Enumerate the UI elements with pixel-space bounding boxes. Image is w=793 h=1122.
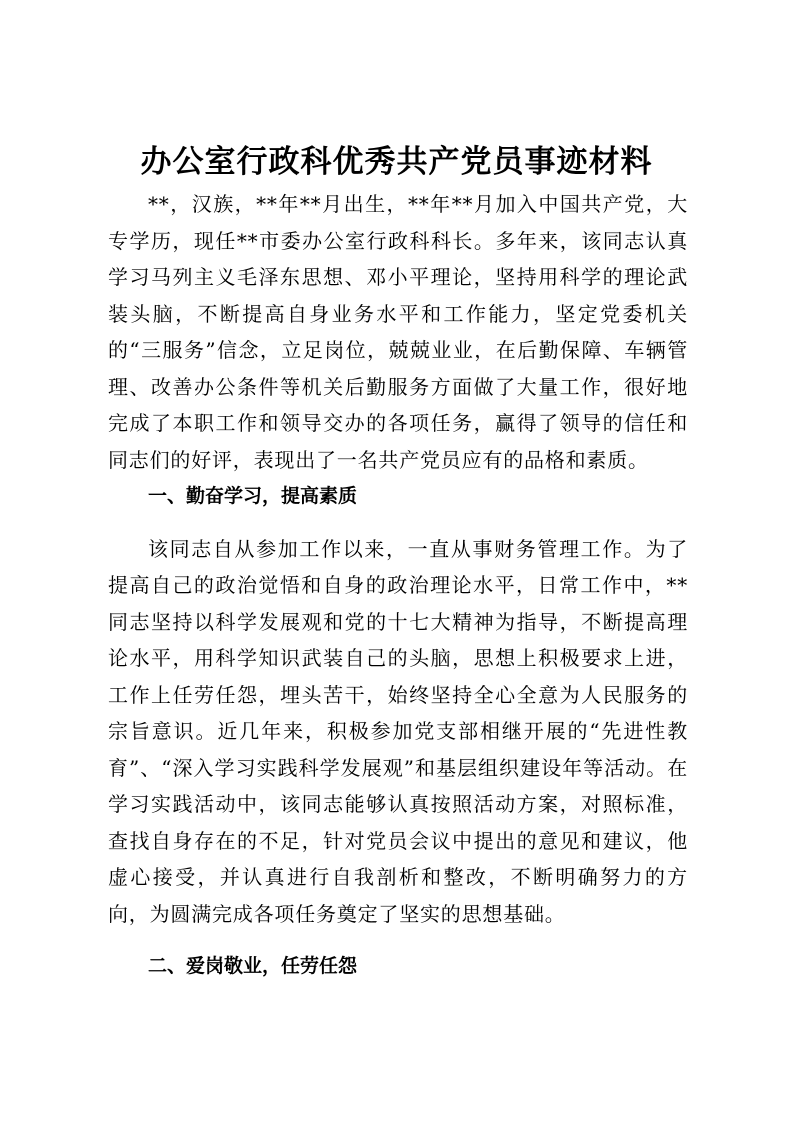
section-heading-1: 一、勤奋学习，提高素质 xyxy=(148,485,358,507)
intro-paragraph: **，汉族，**年**月出生，**年**月加入中国共产党，大专学历，现任**市委办公室行政科科长。多年来，该同志认真学习马列主义毛泽东思想、邓小平理论，坚持用科学的理论武装头脑，不断提高自身业务水平和工作能力，坚定党委机关的“三服务”信念，立足岗位，兢兢业业，在后勤保障、车辆管理、改善办公条件等机关后勤服务方面做了大量工作，很好地完成了本职工作和领导交办的各项任务，赢得了领导的信任和同志们的好评，表现出了一名共产党员应有的品格和素质。 xyxy=(108,192,688,472)
section-1-paragraph: 该同志自从参加工作以来，一直从事财务管理工作。为了提高自己的政治觉悟和自身的政治理论水平，日常工作中，**同志坚持以科学发展观和党的十七大精神为指导，不断提高理论水平，用科学知识武装自己的头脑，思想上积极要求上进，工作上任劳任怨，埋头苦干，始终坚持全心全意为人民服务的宗旨意识。近几年来，积极参加党支部相继开展的“先进性教育”、“深入学习实践科学发展观”和基层组织建设年等活动。在学习实践活动中，该同志能够认真按照活动方案，对照标准，查找自身存在的不足，针对党员会议中提出的意见和建议，他虚心接受，并认真进行自我剖析和整改，不断明确努力的方向，为圆满完成各项任务奠定了坚实的思想基础。 xyxy=(108,536,688,926)
section-gap xyxy=(108,932,688,948)
document-body xyxy=(108,186,688,985)
document-title: 办公室行政科优秀共产党员事迹材料 xyxy=(140,144,653,180)
section-gap xyxy=(108,515,688,531)
section-heading-2: 二、爱岗敬业，任劳任怨 xyxy=(148,955,358,977)
